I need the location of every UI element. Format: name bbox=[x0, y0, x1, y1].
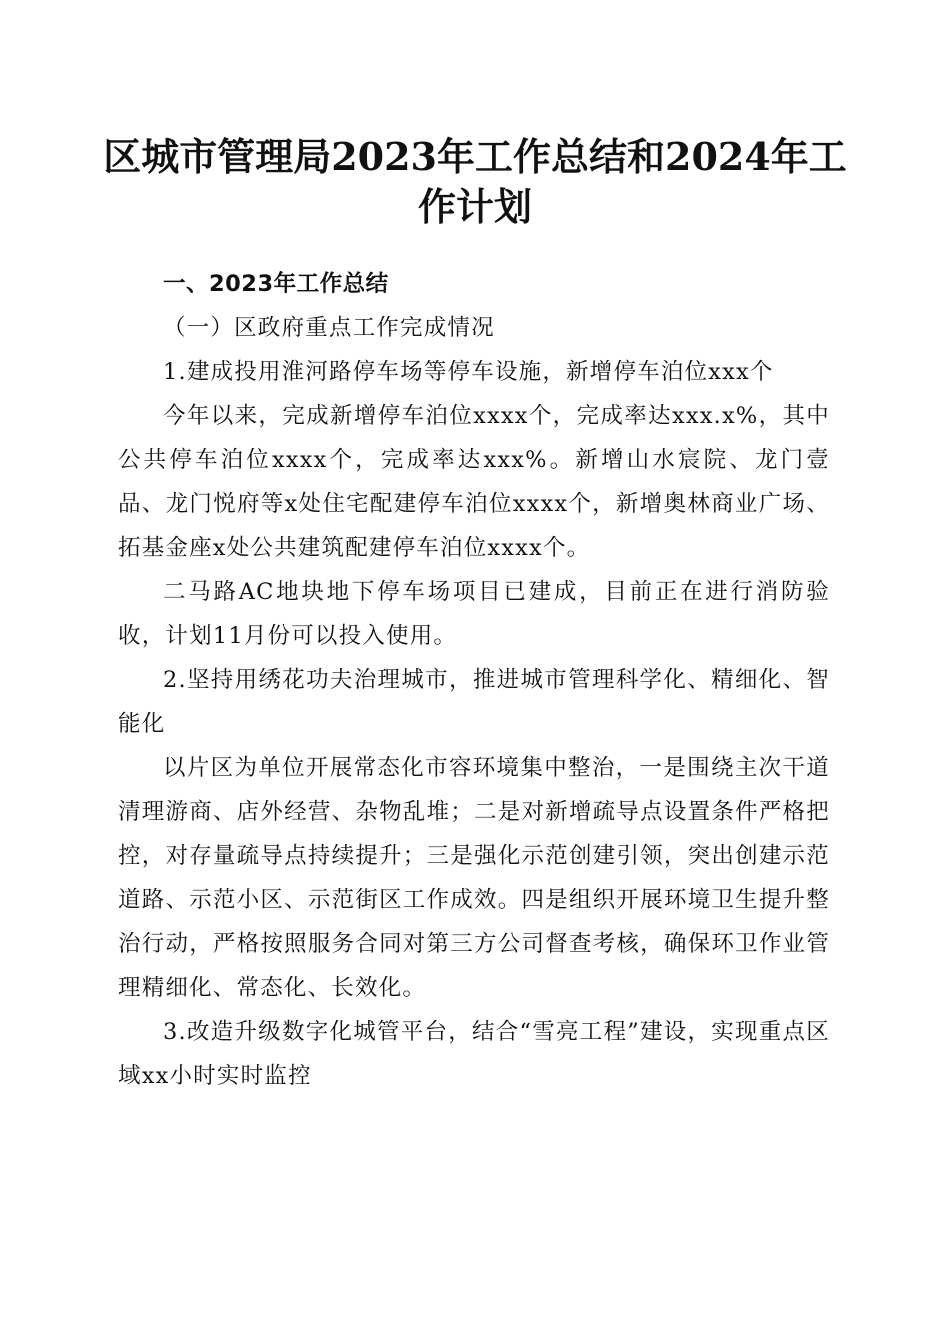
document-body bbox=[118, 262, 830, 1098]
item-heading-3: 3.改造升级数字化城管平台，结合“雪亮工程”建设，实现重点区域xx小时实时监控 bbox=[118, 1019, 830, 1089]
item-heading-1: 1.建成投用淮河路停车场等停车设施，新增停车泊位xxx个 bbox=[163, 359, 774, 385]
item-heading-2: 2.坚持用绣花功夫治理城市，推进城市管理科学化、精细化、智能化 bbox=[118, 667, 830, 737]
paragraph: 今年以来，完成新增停车泊位xxxx个，完成率达xxx.x%，其中公共停车泊位xxxx个，完成率达xxx%。新增山水宸院、龙门壹品、龙门悦府等x处住宅配建停车泊位xxxx个，新增奥林商业广场、拓基金座x处公共建筑配建停车泊位xxxx个。 bbox=[118, 403, 830, 561]
subsection-heading: （一）区政府重点工作完成情况 bbox=[163, 315, 495, 341]
paragraph: 二马路AC地块地下停车场项目已建成，目前正在进行消防验收，计划11月份可以投入使用。 bbox=[118, 579, 830, 649]
paragraph: 以片区为单位开展常态化市容环境集中整治，一是围绕主次干道清理游商、店外经营、杂物乱堆；二是对新增疏导点设置条件严格把控，对存量疏导点持续提升；三是强化示范创建引领，突出创建示范道路、示范小区、示范街区工作成效。四是组织开展环境卫生提升整治行动，严格按照服务合同对第三方公司督查考核，确保环卫作业管理精细化、常态化、长效化。 bbox=[118, 755, 830, 1001]
document-title: 区城市管理局2023年工作总结和2024年工作计划 bbox=[103, 134, 847, 229]
section-heading: 一、2023年工作总结 bbox=[163, 271, 389, 297]
